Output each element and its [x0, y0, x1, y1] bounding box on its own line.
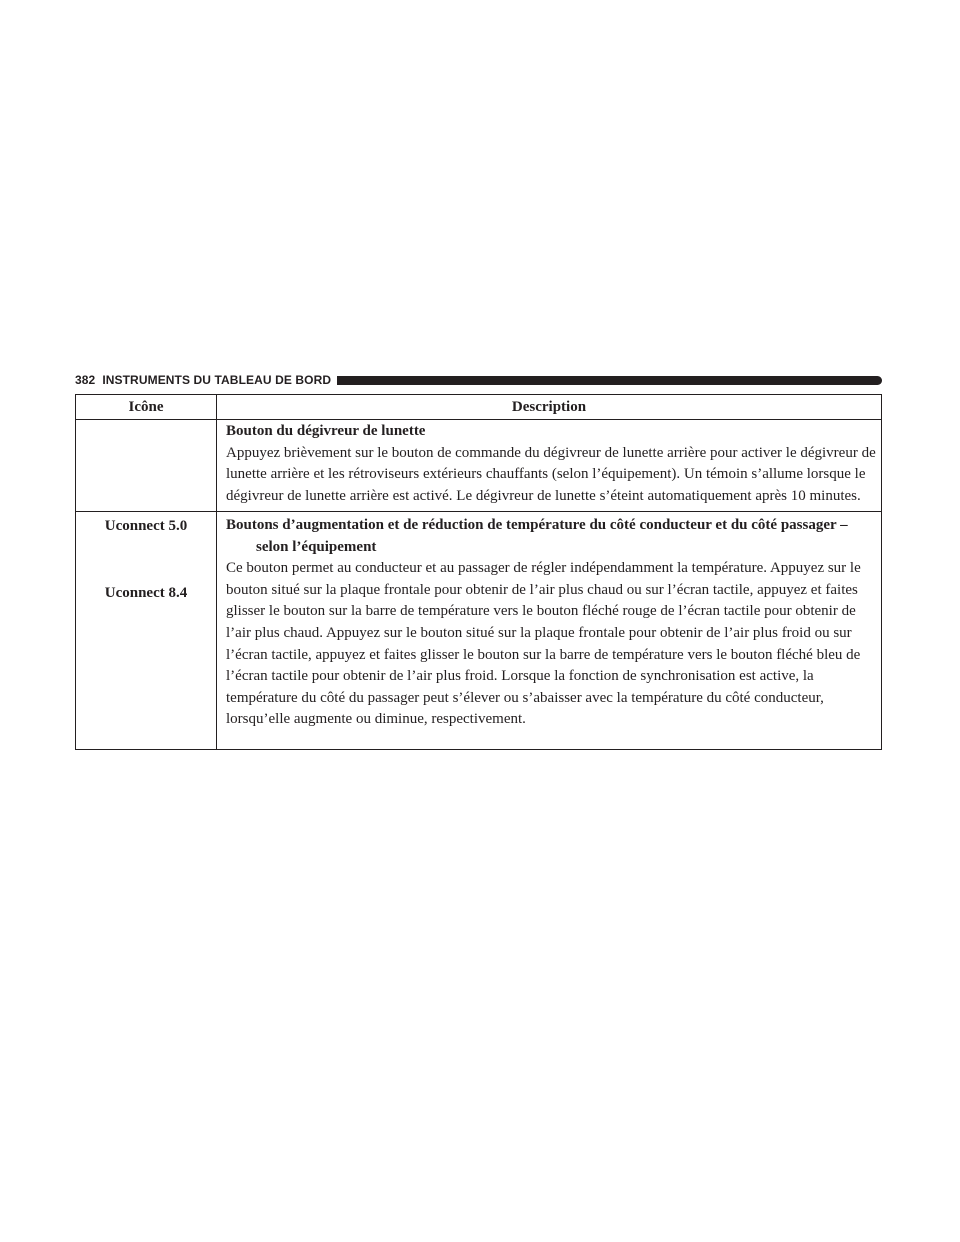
page-header	[75, 370, 882, 390]
column-header-icon: Icône	[76, 395, 217, 420]
entry-text: Appuyez brièvement sur le bouton de commande du dégivreur de lunette arrière pour activer le dégivreur de lunette arrière et les rétroviseurs extérieurs chauffants (selon l’équipement). Un témoin s’allume lorsque le dégivreur de lunette arrière est activé. Le dégivreur de lunette s’éteint automatiquement après 10 minutes.	[226, 444, 876, 504]
icon-cell	[76, 512, 217, 750]
table-header-row	[76, 395, 882, 420]
header-rule	[337, 376, 882, 385]
table-row	[76, 420, 882, 512]
description-cell	[217, 512, 882, 750]
column-header-description: Description	[217, 395, 882, 420]
entry-title: Bouton du dégivreur de lunette	[226, 423, 426, 439]
description-cell	[217, 420, 882, 512]
entry-title: Boutons d’augmentation et de réduction de température du côté conducteur et du côté passager – selon l’équipement	[226, 517, 848, 555]
icon-label-uconnect-50: Uconnect 5.0	[104, 518, 188, 534]
icon-label-uconnect-84: Uconnect 8.4	[104, 584, 188, 601]
entry-text: Ce bouton permet au conducteur et au passager de régler indépendamment la température. Appuyez sur le bouton situé sur la plaque frontale pour obtenir de l’air plus chaud ou sur l’écran tactile, appuyez et faites glisser le bouton sur la barre de température vers le bouton fléché rouge de l’écran tactile pour obtenir de l’air plus chaud. Appuyez sur le bouton situé sur la plaque frontale pour obtenir de l’air plus froid ou sur l’écran tactile, appuyez et faites glisser le bouton sur la barre de température vers le bouton fléché bleu de l’écran tactile pour obtenir de l’air plus froid. Lorsque la fonction de synchronisation est active, la température du côté du passager peut s’élever ou s’abaisser avec la température du côté conducteur, lorsqu’elle augmente ou diminue, respectivement.	[226, 560, 861, 728]
icon-cell	[76, 420, 217, 512]
section-title: INSTRUMENTS DU TABLEAU DE BORD	[102, 373, 332, 387]
icon-description-table	[75, 394, 882, 750]
table-row	[76, 512, 882, 750]
page-number: 382	[75, 373, 96, 387]
